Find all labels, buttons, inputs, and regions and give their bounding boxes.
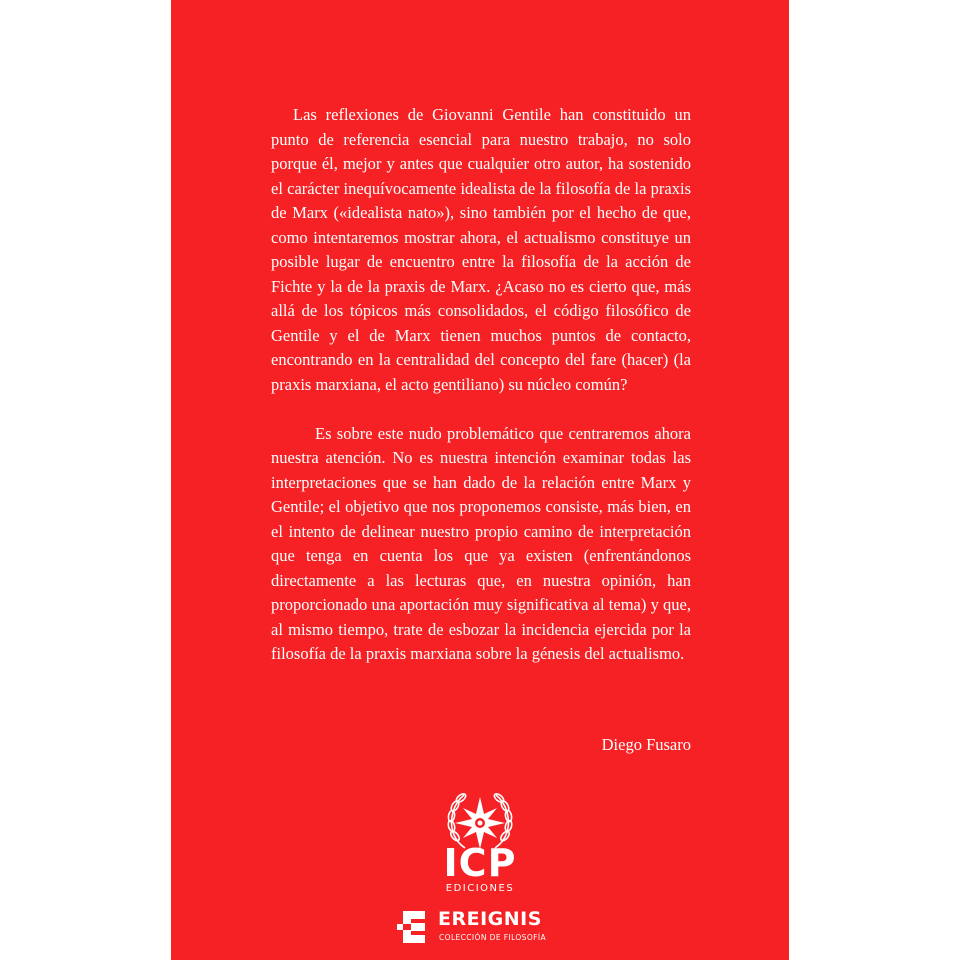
blurb-text bbox=[271, 103, 691, 667]
publisher-subtitle: EDICIONES bbox=[445, 883, 515, 894]
collection-logo bbox=[397, 907, 567, 951]
paragraph-1: Las reflexiones de Giovanni Gentile han constituido un punto de referencia esencial para nuestro trabajo, no solo porque él, mejor y antes que cualquier otro autor, ha sostenido el carácter inequívocamente idealista de la filosofía de la praxis de Marx («idealista nato»), sino también por el hecho de que, como intentaremos mostrar ahora, el actualismo constituye un posible lugar de encuentro entre la filosofía de la acción de Fichte y la de la praxis de Marx. ¿Acaso no es cierto que, más allá de los tópicos más consolidados, el código filosófico de Gentile y el de Marx tienen muchos puntos de contacto, encontrando en la centralidad del concepto del fare (hacer) (la praxis marxiana, el acto gentiliano) su núcleo común? bbox=[271, 105, 691, 394]
author-name: Diego Fusaro bbox=[601, 735, 691, 754]
e-letter-icon bbox=[397, 909, 431, 945]
publisher-name: ICP bbox=[443, 841, 517, 885]
collection-name: EREIGNIS bbox=[438, 908, 542, 930]
paragraph-2: Es sobre este nudo problemático que centraremos ahora nuestra atención. No es nuestra intención examinar todas las interpretaciones que se han dado de la relación entre Marx y Gentile; el objetivo que nos proponemos consiste, más bien, en el intento de delinear nuestro propio camino de interpretación que tenga en cuenta los que ya existen (enfrentándonos directamente a las lecturas que, en nuestra opinión, han proporcionado una aportación muy significativa al tema) y que, al mismo tiempo, trate de esbozar la incidencia ejercida por la filosofía de la praxis marxiana sobre la génesis del actualismo. bbox=[271, 423, 691, 663]
collection-subtitle: COLECCIÓN DE FILOSOFÍA bbox=[439, 933, 546, 942]
back-cover bbox=[171, 0, 789, 960]
